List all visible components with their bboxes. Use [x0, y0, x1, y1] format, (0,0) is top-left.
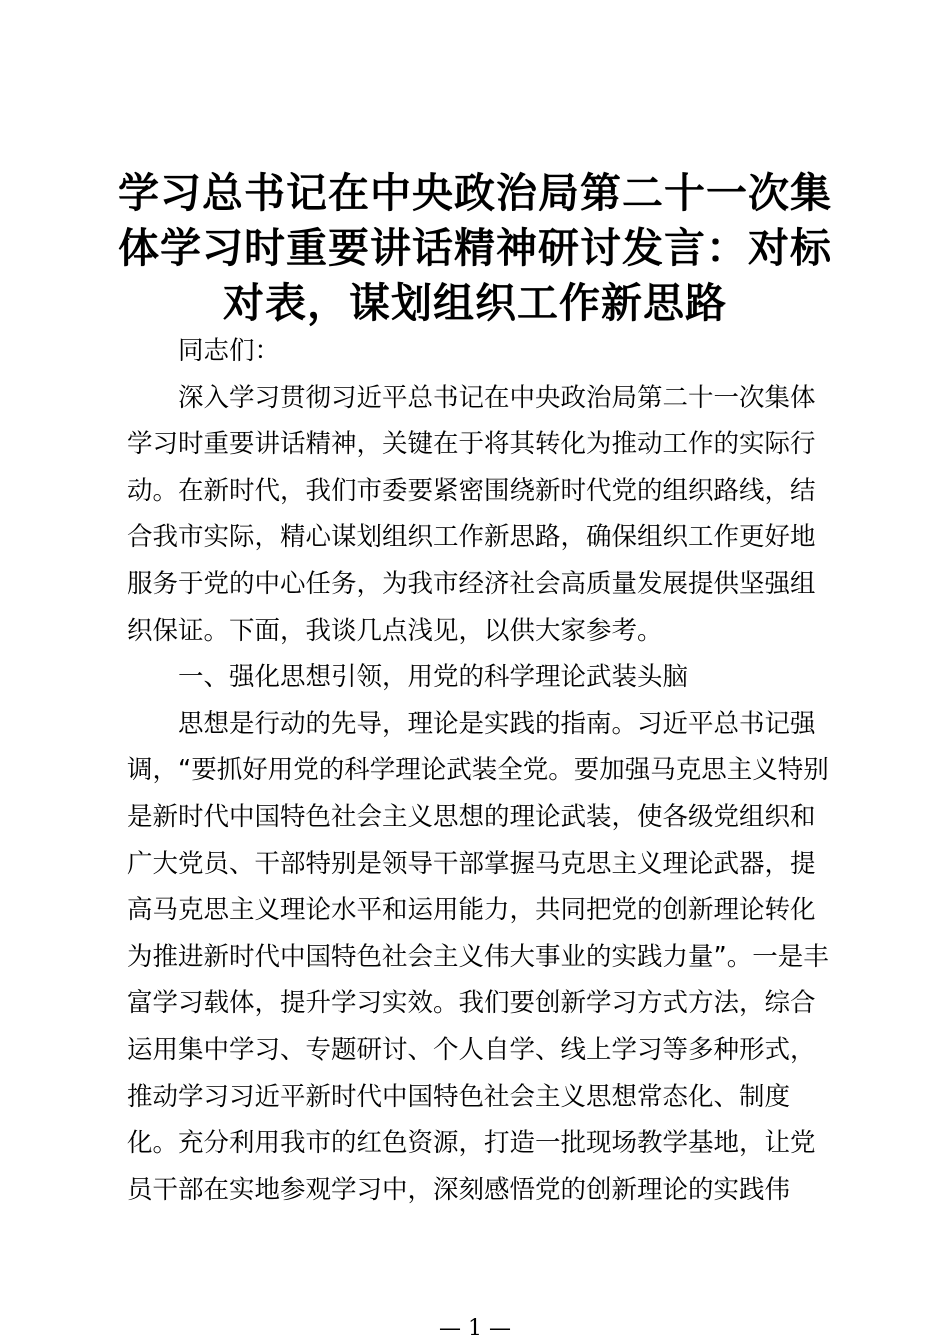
- paragraph-line: 员干部在实地参观学习中，深刻感悟党的创新理论的实践伟: [127, 1174, 791, 1205]
- paragraph-line: 调，“要抓好用党的科学理论武装全党。要加强马克思主义特别: [127, 755, 829, 786]
- paragraph-line: 运用集中学习、专题研讨、个人自学、线上学习等多种形式，: [127, 1034, 816, 1065]
- document-title: [110, 166, 840, 331]
- paragraph-line: 动。在新时代，我们市委要紧密围绕新时代党的组织路线，结: [127, 475, 816, 506]
- document-body: [127, 328, 835, 1213]
- paragraph-line: 合我市实际，精心谋划组织工作新思路，确保组织工作更好地: [127, 522, 816, 553]
- paragraph-line: 高马克思主义理论水平和运用能力，共同把党的创新理论转化: [127, 895, 816, 926]
- paragraph-line: 思想是行动的先导，理论是实践的指南。习近平总书记强: [178, 708, 816, 739]
- title-line: 体学习时重要讲话精神研讨发言：对标: [118, 224, 832, 272]
- title-line: 学习总书记在中央政治局第二十一次集: [118, 169, 832, 217]
- paragraph-line: 为推进新时代中国特色社会主义伟大事业的实践力量”。一是丰: [127, 941, 829, 972]
- paragraph-line: 推动学习习近平新时代中国特色社会主义思想常态化、制度: [127, 1081, 791, 1112]
- section-heading: [127, 654, 835, 701]
- paragraph-line: 学习时重要讲话精神，关键在于将其转化为推动工作的实际行: [127, 429, 816, 460]
- paragraph-line: 是新时代中国特色社会主义思想的理论武装，使各级党组织和: [127, 801, 816, 832]
- salutation: [127, 328, 835, 375]
- page-number: — 1 —: [439, 1316, 511, 1341]
- title-line: 对表，谋划组织工作新思路: [223, 279, 727, 327]
- paragraph-line: 织保证。下面，我谈几点浅见，以供大家参考。: [127, 615, 663, 646]
- paragraph-intro: [127, 375, 835, 655]
- salutation-text: 同志们：: [178, 336, 281, 366]
- paragraph-section1: [127, 701, 835, 1214]
- paragraph-line: 广大党员、干部特别是领导干部掌握马克思主义理论武器，提: [127, 848, 816, 879]
- paragraph-line: 化。充分利用我市的红色资源，打造一批现场教学基地，让党: [127, 1128, 816, 1159]
- section-heading-text: 一、强化思想引领，用党的科学理论武装头脑: [178, 662, 689, 693]
- paragraph-line: 富学习载体，提升学习实效。我们要创新学习方式方法，综合: [127, 988, 816, 1019]
- paragraph-line: 深入学习贯彻习近平总书记在中央政治局第二十一次集体: [178, 382, 816, 413]
- paragraph-line: 服务于党的中心任务，为我市经济社会高质量发展提供坚强组: [127, 568, 816, 599]
